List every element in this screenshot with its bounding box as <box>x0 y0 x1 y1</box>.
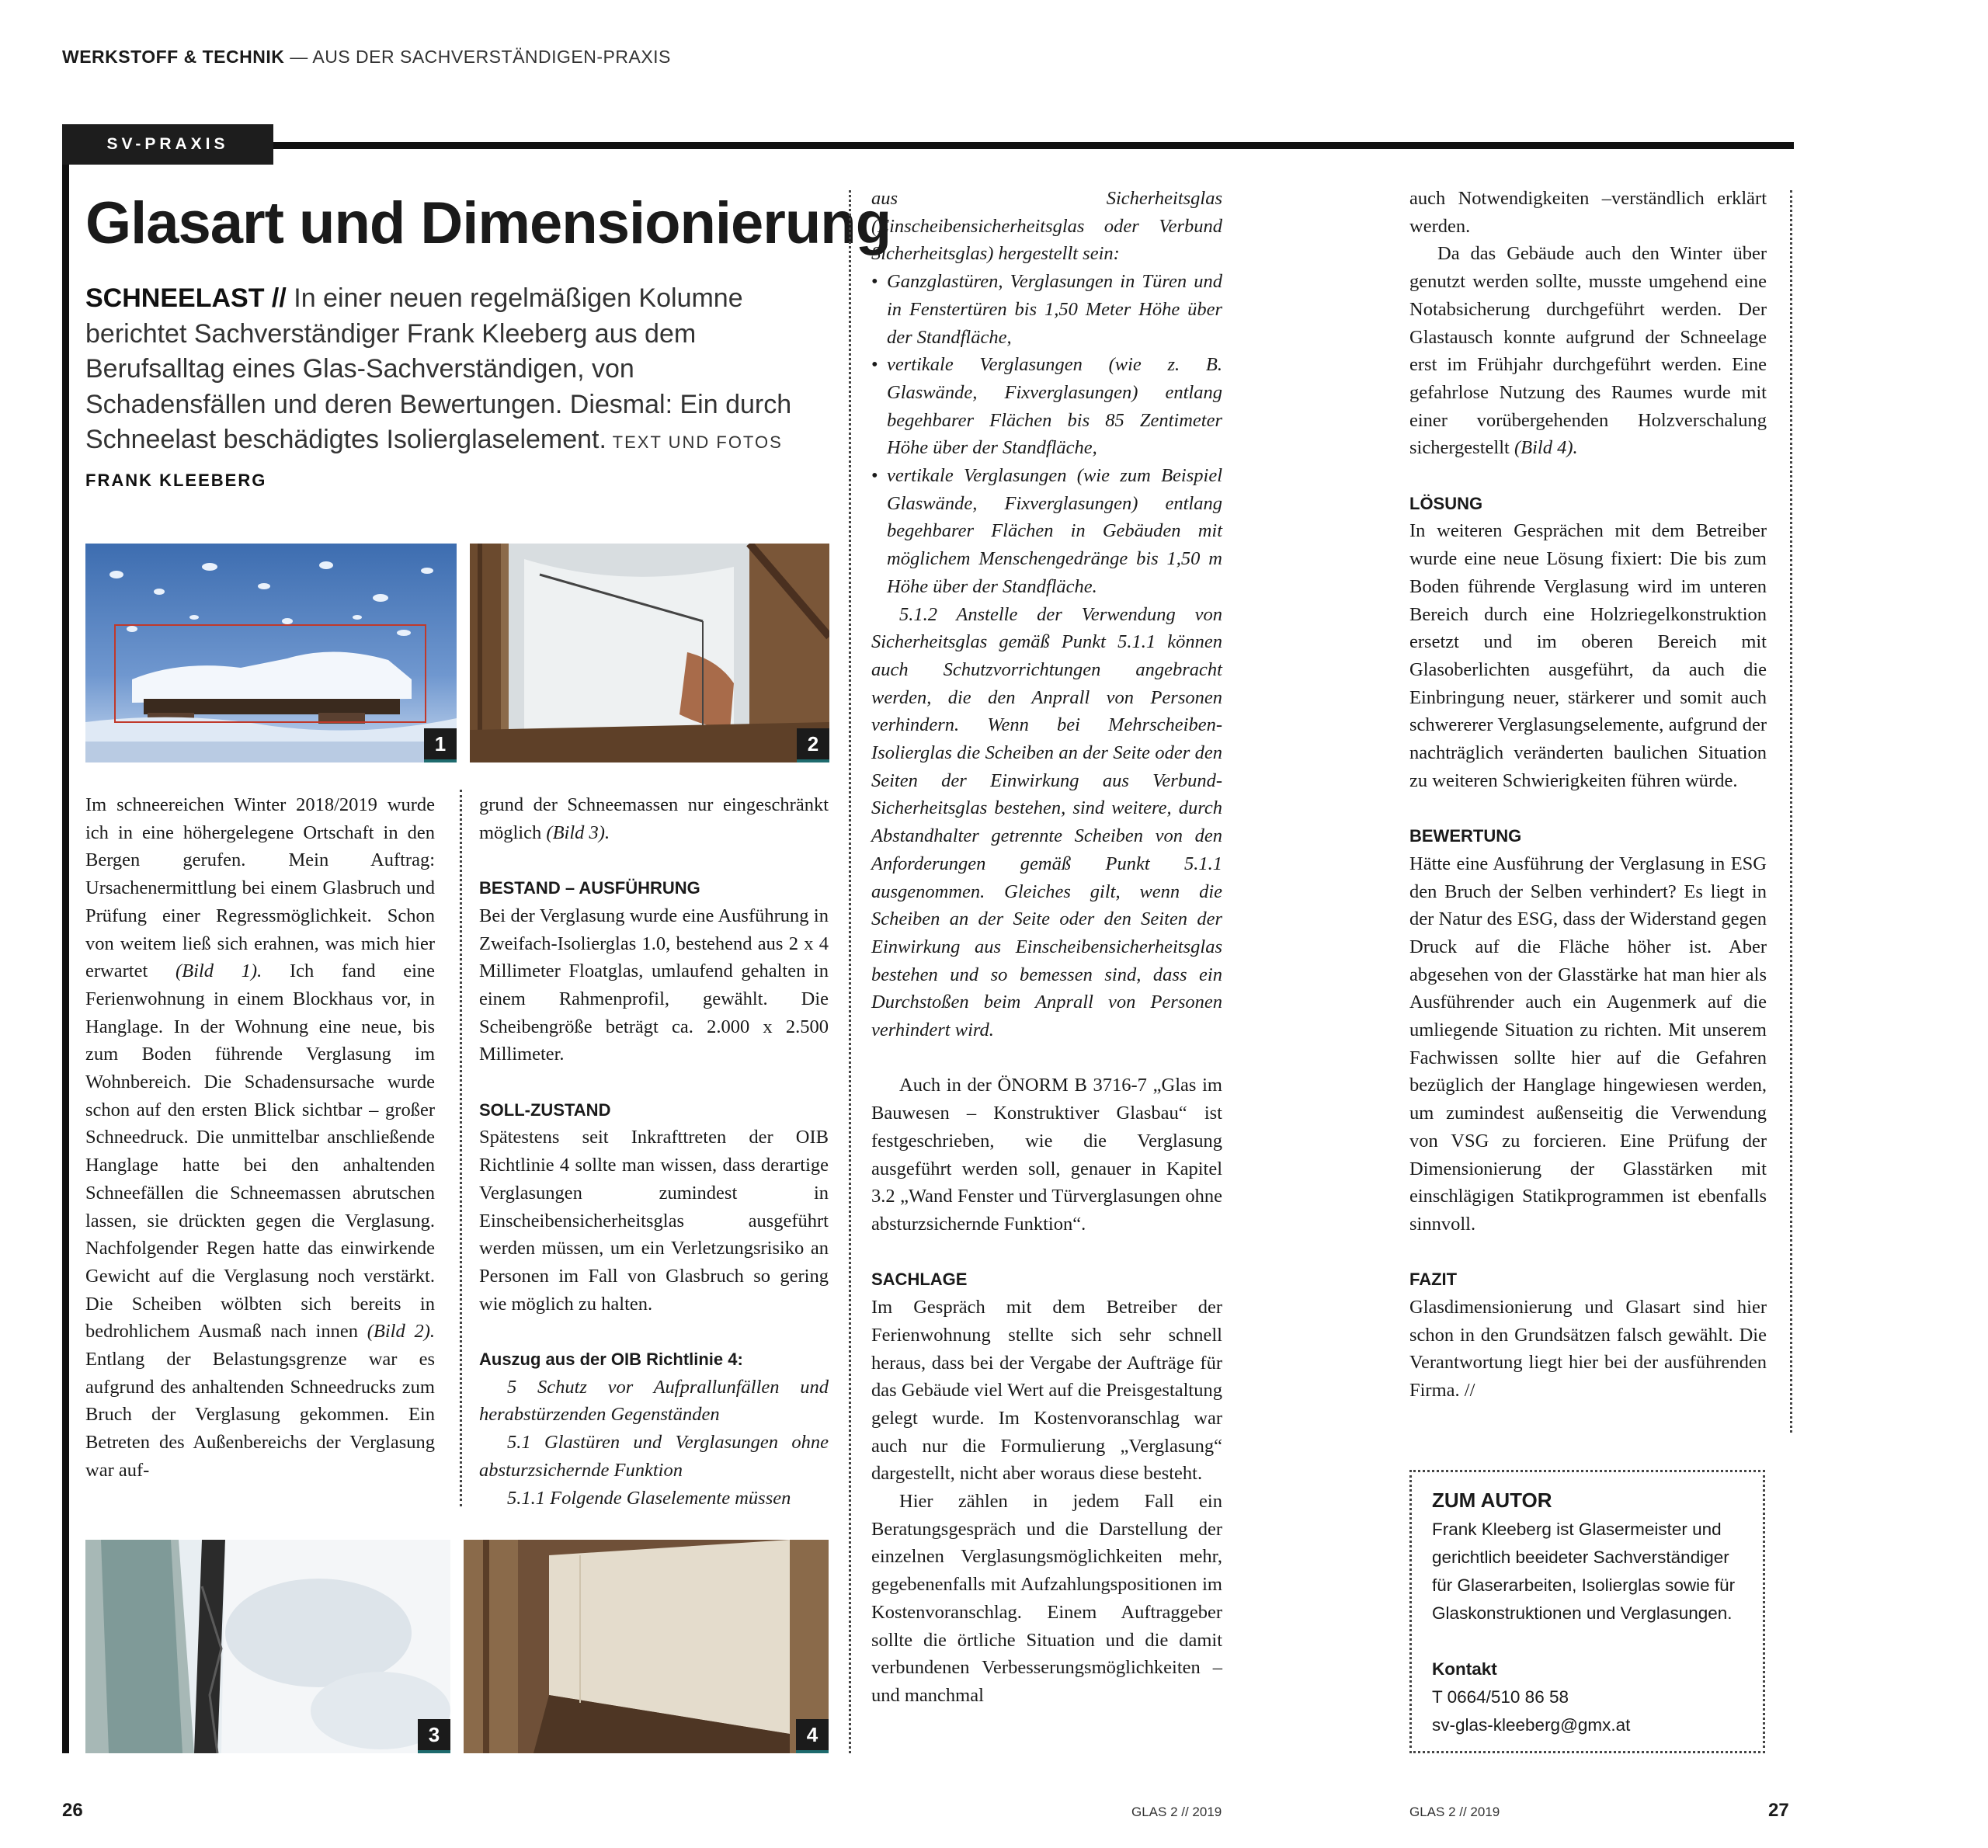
article-title: Glasart und Dimensionierung <box>85 190 891 256</box>
section-tag: SV-PRAXIS <box>62 124 273 165</box>
col1-text-c: Entlang der Belastungsgrenze war es aufgrund des anhaltenden Schneedrucks zum Bruch der Verglasung gekommen. Ein Betreten des Außenbereichs der Verglasung war auf- <box>85 1349 435 1481</box>
photo-wood-boarding <box>464 1540 829 1753</box>
col3-paragraph-2: Im Gespräch mit dem Betreiber der Ferienwohnung stellte sich sehr schnell heraus, dass bei der Vergabe der Aufträge für das Gebäude viel Wert auf die Preisgestaltung gelegt wurde. Im Kostenvoranschlag war auch nur die Formulierung „Verglasung“ dargestellt, nicht aber woraus diese besteht. <box>871 1297 1222 1485</box>
author-box-title: ZUM AUTOR <box>1432 1488 1552 1512</box>
column-3 <box>871 185 1222 1710</box>
col4-paragraph-5: Glasdimensionierung und Glasart sind hier schon in den Grundsätzen falsch gewählt. Die Verantwortung liegt hier bei der ausführenden Firma. // <box>1409 1297 1767 1402</box>
col1-paragraph <box>85 791 435 1485</box>
oib-num-5-1-1: 5.1.1 <box>507 1487 545 1509</box>
col3-paragraph-3: Hier zählen in jedem Fall ein Beratungsgespräch und die Darstellung der einzelnen Verglasungsmöglichkeiten mehr, gegebenenfalls mit Aufzahlungspositionen im Kostenvoranschlag. Einem Auftraggeber sollte die örtliche Situation und die damit verbundenen Verbesserungsmöglichkeiten – und manchmal <box>871 1491 1222 1706</box>
top-rule <box>62 142 1794 149</box>
heading-soll-zustand: SOLL-ZUSTAND <box>479 1099 611 1120</box>
photo-number-2: 2 <box>797 728 829 762</box>
column-divider-3 <box>1790 190 1792 1433</box>
oib-list-item: • vertikale Verglasungen (wie zum Beispiel Glaswände, Fixverglasungen) entlang begehbarer Flächen in Gebäuden mit möglichem Menschengedränge bis 1,50 m Höhe über der Standfläche. <box>871 462 1222 601</box>
column-divider-2 <box>849 190 851 1753</box>
col2-paragraph-3: Spätestens seit Inkrafttreten der OIB Richtlinie 4 sollte man wissen, dass derartige Verglasungen zumindest in Einscheibensicherheitsglas ausgeführt werden müssen, um ein Verletzungsrisiko an Personen im Fall von Glasbruch so gering wie möglich zu halten. <box>479 1127 829 1315</box>
oib-item-5-1 <box>479 1429 829 1484</box>
contact-phone: T 0664/510 86 58 <box>1432 1687 1569 1707</box>
photo-snow-roof <box>85 544 457 762</box>
col4-paragraph-1: auch Notwendigkeiten –verständlich erklärt werden. <box>1409 188 1767 237</box>
running-header <box>62 47 671 68</box>
col2-ref-bild3: (Bild 3). <box>541 822 610 843</box>
author-box <box>1409 1470 1765 1753</box>
header-subsection: AUS DER SACHVERSTÄNDIGEN-PRAXIS <box>312 47 671 67</box>
column-divider-1 <box>460 790 462 1506</box>
header-section: WERKSTOFF & TECHNIK <box>62 47 285 67</box>
oib-list-item: • Ganzglastüren, Verglasungen in Türen und in Fenstertüren bis 1,50 Meter Höhe über der Standfläche, <box>871 268 1222 351</box>
col4-ref-bild4: (Bild 4). <box>1509 437 1578 459</box>
col1-text-a: Im schneereichen Winter 2018/2019 wurde ich in eine höhergelegene Ortschaft in den Bergen gerufen. Mein Auftrag: Ursachenermittlung bei einem Glasbruch und Prüfung einer Regressmöglichkeit. Schon von weitem ließ sich erahnen, was mich hier erwartet <box>85 794 435 982</box>
col4-text-2: Da das Gebäude auch den Winter über genutzt werden sollte, musste umgehend eine Notabsicherung durchgeführt werden. Der Glastausch konnte aufgrund der Schneelage erst im Frühjahr durchgeführt werden. Eine gefahrlose Nutzung des Raumes wurde mit einer vorübergehenden Holzverschalung sichergestellt <box>1409 243 1767 459</box>
photo-number-3: 3 <box>418 1719 450 1753</box>
col3-paragraph-1: Auch in der ÖNORM B 3716-7 „Glas im Bauwesen – Konstruktiver Glasbau“ ist festgeschrieben, wie die Verglasung ausgeführt werden soll, genauer in Kapitel 3.2 „Wand Fenster und Türverglasungen ohne absturzsichernde Funktion“. <box>871 1075 1222 1235</box>
col4-paragraph-2 <box>1409 240 1767 462</box>
lead-keyword: SCHNEELAST // <box>85 283 287 313</box>
oib-text-5-1: Glastüren und Verglasungen ohne absturzsichernde Funktion <box>479 1432 829 1481</box>
photo-number-1: 1 <box>424 728 457 762</box>
oib-num-5-1: 5.1 <box>507 1432 531 1454</box>
col2-paragraph-2: Bei der Verglasung wurde eine Ausführung in Zweifach-Isolierglas 1.0, bestehend aus 2 x 4 Millimeter Floatglas, umlaufend gehalten in einem Rahmenprofil, gewählt. Die Scheibengröße beträgt ca. 2.000 x 2.500 Millimeter. <box>479 905 829 1065</box>
col1-ref-bild2: (Bild 2). <box>357 1321 435 1343</box>
page-number-left: 26 <box>62 1800 83 1821</box>
oib-continued: aus Sicherheitsglas (Einscheibensicherheitsglas oder Verbund Sicherheitsglas) hergestellt sein: <box>871 188 1222 265</box>
oib-text-5-1-1: Folgende Glaselemente müssen <box>545 1487 791 1509</box>
heading-sachlage: SACHLAGE <box>871 1270 968 1290</box>
col4-paragraph-3: In weiteren Gesprächen mit dem Betreiber wurde eine neue Lösung fixiert: Die bis zum Boden führende Verglasung wird im unteren Bereich durch eine Holzriegelkonstruktion ersetzt und im oberen Bereich mit Glasoberlichten ausgeführt, da auch die Einbringung neuer, stärkerer und somit auch schwererer Verglasungselemente, aufgrund der nachträglich veränderten baulichen Situation zu weiteren Schwierigkeiten führen würde. <box>1409 520 1767 791</box>
col1-ref-bild1: (Bild 1). <box>148 960 262 982</box>
lead-text: In einer neuen regelmäßigen Kolumne berichtet Sachverständiger Frank Kleeberg aus dem Berufsalltag eines Glas-Sachverständigen, von Schadensfällen und deren Bewertungen. Diesmal: Ein durch Schneelast beschädigtes Isolierglaselement. <box>85 283 792 454</box>
page-number-right: 27 <box>1768 1800 1789 1821</box>
author-bio: Frank Kleeberg ist Glasermeister und gerichtlich beeideter Sachverständiger für Glaserarbeiten, Isolierglas sowie für Glaskonstruktionen und Verglasungen. <box>1432 1520 1736 1623</box>
oib-item-5-1-2 <box>871 601 1222 1044</box>
oib-list-item: • vertikale Verglasungen (wie z. B. Glaswände, Fixverglasungen) entlang begehbarer Flächen bis 85 Zentimeter Höhe über der Standfläche, <box>871 351 1222 462</box>
photo-number-4: 4 <box>796 1719 829 1753</box>
col4-paragraph-4: Hätte eine Ausführung der Verglasung in ESG den Bruch der Selben verhindert? Es liegt in der Natur des ESG, dass der Widerstand gegen Druck auf die Fläche höher ist. Aber abgesehen von der Glasstärke hat man hier als Ausführender auch ein Augenmerk auf die umliegende Situation zu richten. Mit unserem Fachwissen sollte hier auf die Gefahren bezüglich der Hanglage hingewiesen werden, um zumindest außenseitig die Verwendung von VSG zu forcieren. Eine Prüfung der Dimensionierung der Glasstärken mit einschlägigen Statikprogrammen ist ebenfalls sinnvoll. <box>1409 853 1767 1235</box>
col2-paragraph-1 <box>479 791 829 846</box>
heading-bewertung: BEWERTUNG <box>1409 826 1522 846</box>
contact-email[interactable]: sv-glas-kleeberg@gmx.at <box>1432 1715 1631 1735</box>
oib-num-5-1-2: 5.1.2 <box>899 603 937 625</box>
oib-num-5: 5 <box>507 1376 517 1398</box>
oib-text-5: Schutz vor Aufprallunfällen und herabstürzenden Gegenständen <box>479 1376 829 1426</box>
photo-snow-at-glazing <box>85 1540 450 1753</box>
heading-oib-auszug: Auszug aus der OIB Richtlinie 4: <box>479 1350 743 1370</box>
column-2 <box>479 791 829 1512</box>
lead-credit: TEXT UND FOTOS <box>606 432 783 452</box>
heading-loesung: LÖSUNG <box>1409 493 1483 513</box>
photo-bulging-glazing <box>470 544 829 762</box>
lead-author: FRANK KLEEBERG <box>85 470 267 490</box>
oib-text-5-1-2: Anstelle der Verwendung von Sicherheitsglas gemäß Punkt 5.1.1 können auch Schutzvorrichtungen angebracht werden, die den Anprall von Personen verhindern. Wenn bei Mehrscheiben-Isolierglas die Scheiben an der Seite oder den Seiten der Einwirkung aus Verbund-Sicherheitsglas bestehen, sind weitere, durch Abstandhalter getrennte Scheiben von den Anforderungen gemäß Punkt 5.1.1 ausgenommen. Gleiches gilt, wenn die Scheiben an der Seite oder den Seiten der Einwirkung aus Einscheibensicherheitsglas bestehen und so bemessen sind, dass ein Durchstoßen beim Anprall von Personen verhindert wird. <box>871 603 1222 1041</box>
oib-list <box>871 268 1222 600</box>
col1-text-b: Ich fand eine Ferienwohnung in einem Blockhaus vor, in Hanglage. In der Wohnung eine neue, bis zum Boden führende Verglasung im Wohnbereich. Die Schadensursache wurde schon auf den ersten Blick sichtbar – großer Schneedruck. Die unmittelbar anschließende Hanglage hatte bei den anhaltenden Schneefällen die Schneemassen abrutschen lassen, sie drückten gegen die Verglasung. Nachfolgender Regen hatte das einwirkende Gewicht auf die Verglasung noch verstärkt. Die Scheiben wölbten sich bereits in bedrohlichem Ausmaß nach innen <box>85 960 435 1343</box>
contact-label: Kontakt <box>1432 1659 1497 1679</box>
column-1 <box>85 791 435 1485</box>
article-lead <box>85 281 808 498</box>
issue-right: GLAS 2 // 2019 <box>1409 1805 1500 1819</box>
header-separator: — <box>284 47 313 67</box>
heading-fazit: FAZIT <box>1409 1270 1458 1290</box>
left-rule <box>62 124 69 1753</box>
heading-bestand: BESTAND – AUSFÜHRUNG <box>479 878 700 898</box>
column-4 <box>1409 185 1767 1405</box>
issue-left: GLAS 2 // 2019 <box>1131 1805 1222 1819</box>
oib-item-5 <box>479 1374 829 1429</box>
oib-item-5-1-1 <box>479 1485 829 1513</box>
col2-text-1: grund der Schneemassen nur eingeschränkt möglich <box>479 794 829 843</box>
